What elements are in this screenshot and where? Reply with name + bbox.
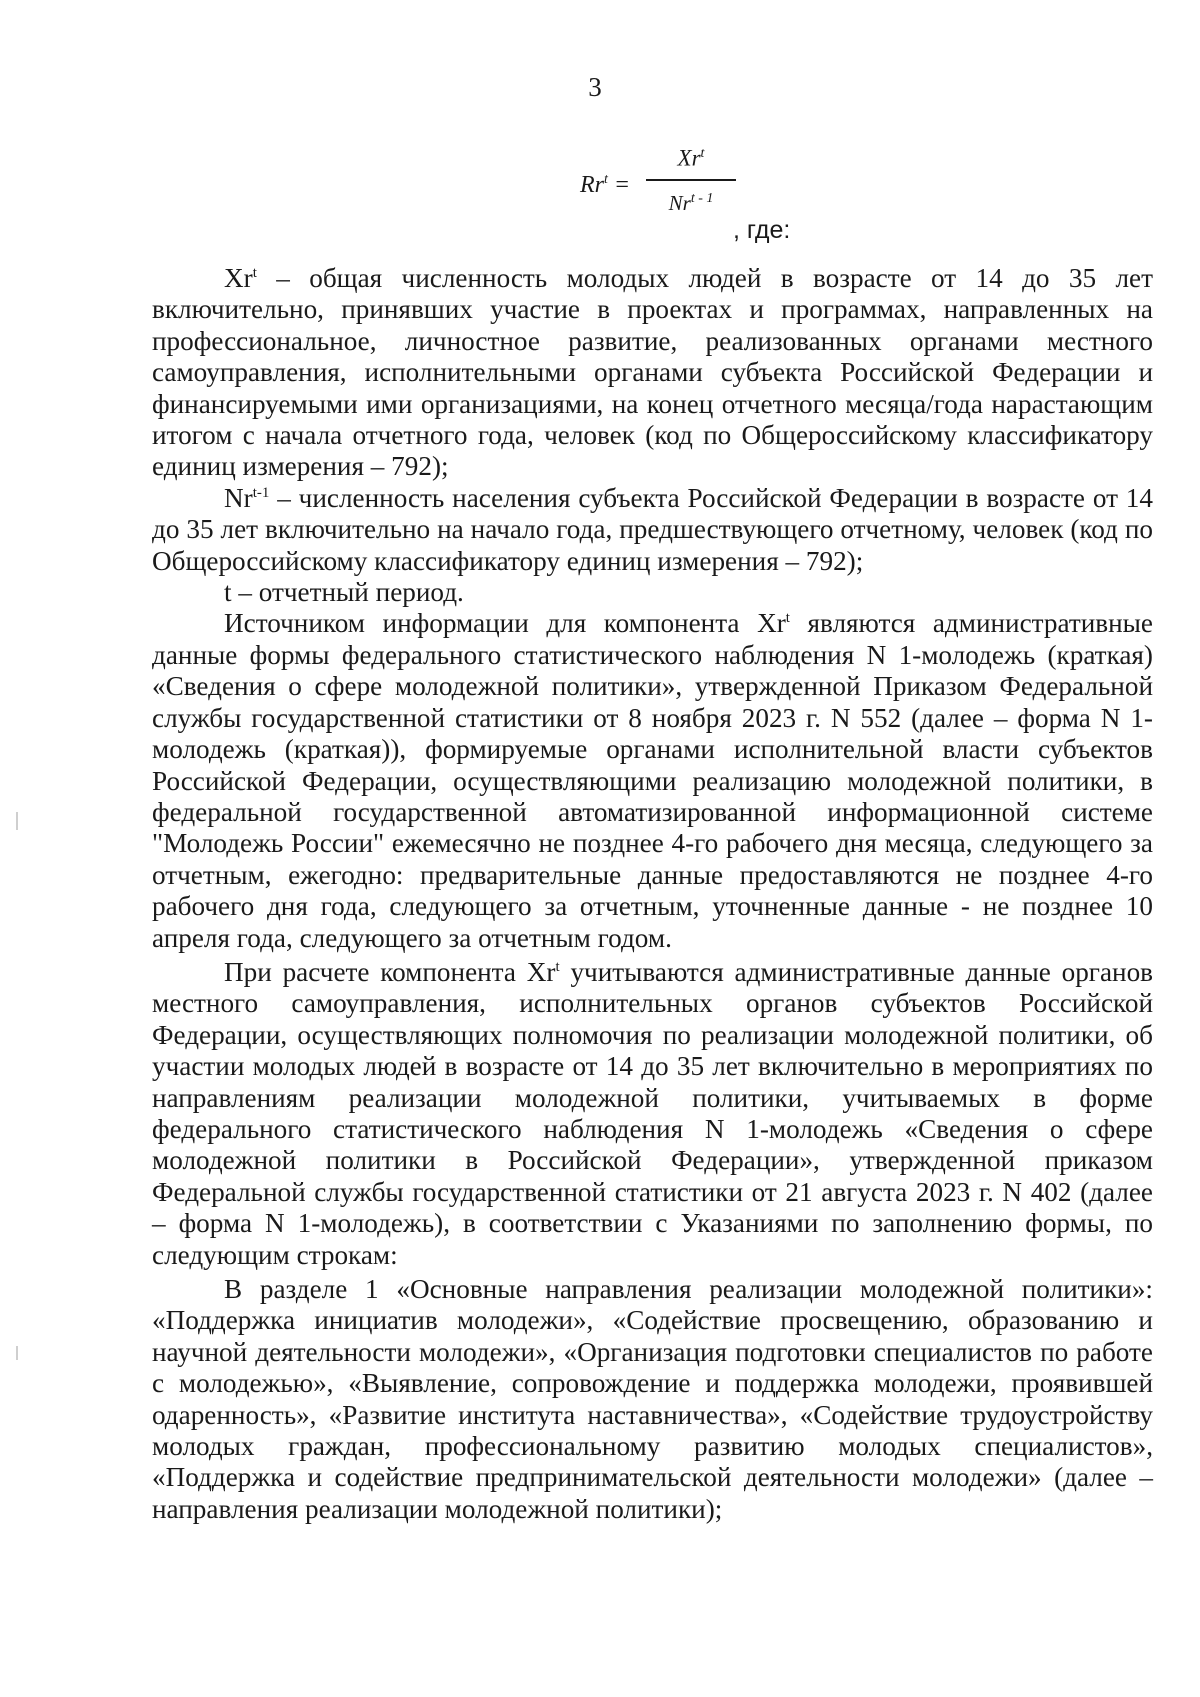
- formula-tail: , где:: [733, 216, 791, 244]
- scan-mark: [16, 1346, 18, 1360]
- formula-fraction: [646, 140, 736, 217]
- paragraph-section1: В разделе 1 «Основные направления реализации молодежной политики»: «Поддержка инициатив молодежи», «Содействие просвещению, образованию и научной деятельности молодежи», «Организация подготовки специалистов по работе с молодежью», «Выявление, сопровождение и поддержка молодежи, проявившей одаренность», «Развитие института наставничества», «Содействие трудоустройству молодых граждан, профессиональному развитию молодых специалистов», «Поддержка и содействие предпринимательской деятельности молодежи» (далее – направления реализации молодежной политики);: [152, 1274, 1153, 1524]
- body-text: [152, 263, 1153, 1525]
- formula-numerator: Xr$^t$: [677, 145, 705, 171]
- definition-t: t – отчетный период.: [224, 577, 464, 608]
- formula-denominator: Nr$^{t - 1}$: [668, 190, 714, 215]
- scan-mark: [16, 812, 18, 830]
- fraction-bar: [646, 179, 736, 181]
- definition-xr: Xr$^t$ – общая численность молодых людей в возрасте от 14 до 35 лет включительно, принявших участие в проектах и программах, направленных на профессиональное, личностное развитие, реализованных органами местного самоуправления, исполнительными органами субъекта Российской Федерации и финансируемыми ими организациями, на конец отчетного месяца/года нарастающим итогом с начала отчетного года, человек (код по Общероссийскому классификатору единиц измерения – 792);: [152, 263, 1153, 482]
- definition-nr: Nr$^{t-1}$ – численность населения субъекта Российской Федерации в возрасте от 14 до 35 лет включительно на начало года, предшествующего отчетному, человек (код по Общероссийскому классификатору единиц измерения – 792);: [152, 482, 1153, 576]
- formula-lhs: $Rr^t$ =: [580, 172, 631, 198]
- page-number: 3: [588, 72, 602, 102]
- paragraph-source: Источником информации для компонента Xr$^t$ являются административные данные формы федерального статистического наблюдения N 1-молодежь (краткая) «Сведения о сфере молодежной политики», утвержденной Приказом Федеральной службы государственной статистики от 8 ноября 2023 г. N 552 (далее – форма N 1-молодежь (краткая)), формируемые органами исполнительной власти субъектов Российской Федерации, осуществляющими реализацию молодежной политики, в федеральной государственной автоматизированной информационной системе "Молодежь России" ежемесячно не позднее 4-го рабочего дня месяца, следующего за отчетным, ежегодно: предварительные данные предоставляются не позднее 4-го рабочего дня года, следующего за отчетным, уточненные данные - не позднее 10 апреля года, следующего за отчетным годом.: [152, 608, 1153, 953]
- paragraph-calculation: При расчете компонента Xr$^t$ учитываются административные данные органов местного самоуправления, исполнительных органов субъектов Российской Федерации, осуществляющих полномочия по реализации молодежной политики, об участии молодых людей в возрасте от 14 до 35 лет включительно в мероприятиях по направлениям реализации молодежной политики, учитываемых в форме федерального статистического наблюдения N 1-молодежь «Сведения о сфере молодежной политики в Российской Федерации», утвержденной приказом Федеральной службы государственной статистики от 21 августа 2023 г. N 402 (далее – форма N 1-молодежь), в соответствии с Указаниями по заполнению формы, по следующим строкам:: [152, 956, 1153, 1270]
